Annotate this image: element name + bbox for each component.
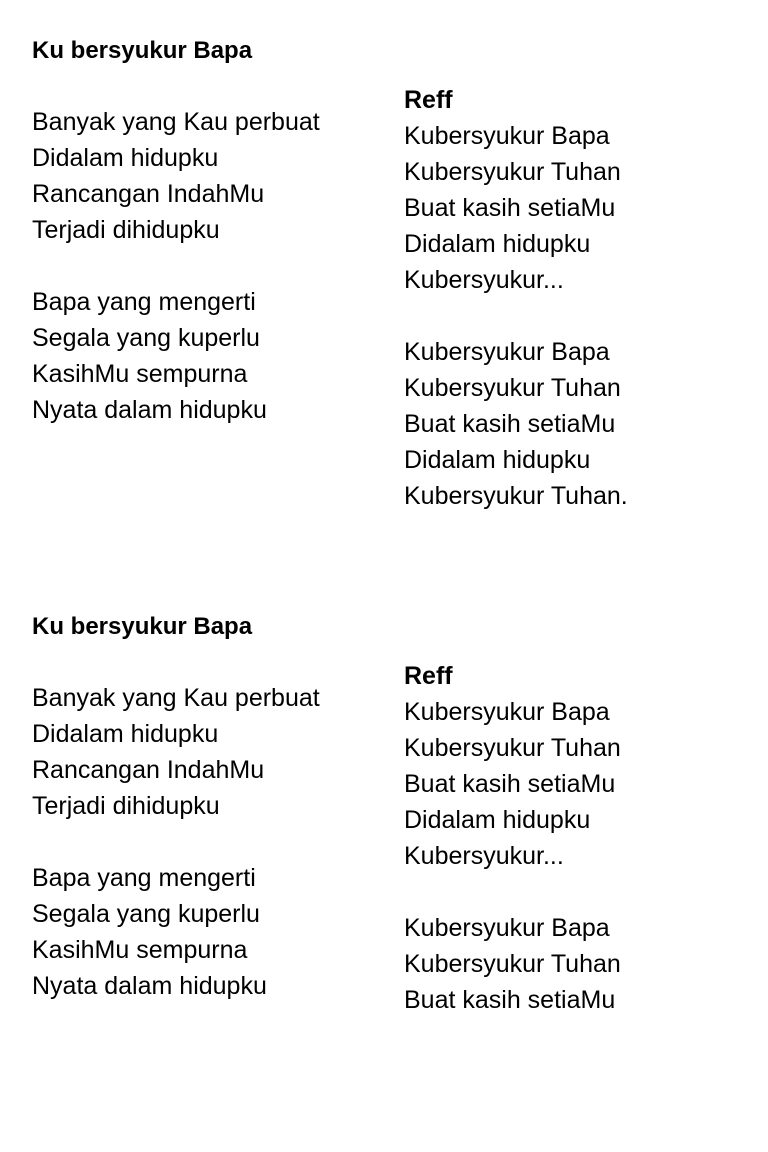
lyric-line: Didalam hidupku bbox=[32, 720, 219, 748]
lyric-line: Buat kasih setiaMu bbox=[404, 770, 616, 798]
lyric-line: Kubersyukur Tuhan bbox=[404, 158, 621, 186]
verse-2 bbox=[32, 860, 320, 1004]
lyric-line: Kubersyukur Tuhan bbox=[404, 374, 621, 402]
reff-stanza-1 bbox=[404, 694, 621, 874]
lyric-line: Didalam hidupku bbox=[404, 446, 591, 474]
lyric-line: Nyata dalam hidupku bbox=[32, 972, 267, 1000]
lyric-line: Buat kasih setiaMu bbox=[404, 194, 616, 222]
reff-stanza-2 bbox=[404, 334, 628, 514]
lyric-line: Kubersyukur Tuhan. bbox=[404, 482, 628, 510]
verse-2 bbox=[32, 284, 320, 428]
reff-column bbox=[404, 658, 621, 1054]
lyric-line: Segala yang kuperlu bbox=[32, 900, 260, 928]
lyric-line: KasihMu sempurna bbox=[32, 936, 248, 964]
lyric-line: Didalam hidupku bbox=[32, 144, 219, 172]
lyric-line: Rancangan IndahMu bbox=[32, 180, 265, 208]
lyric-line: Kubersyukur Bapa bbox=[404, 122, 610, 150]
lyric-line: Terjadi dihidupku bbox=[32, 216, 220, 244]
reff-stanza-1 bbox=[404, 118, 628, 298]
lyric-line: Bapa yang mengerti bbox=[32, 864, 256, 892]
lyric-line: Buat kasih setiaMu bbox=[404, 410, 616, 438]
lyrics-section-2 bbox=[0, 576, 768, 1152]
lyric-line: Segala yang kuperlu bbox=[32, 324, 260, 352]
lyric-line: Banyak yang Kau perbuat bbox=[32, 684, 320, 712]
reff-heading: Reff bbox=[404, 662, 453, 690]
lyric-line: Rancangan IndahMu bbox=[32, 756, 265, 784]
lyric-line: Buat kasih setiaMu bbox=[404, 986, 616, 1014]
lyric-line: Didalam hidupku bbox=[404, 806, 591, 834]
lyric-line: Didalam hidupku bbox=[404, 230, 591, 258]
reff-heading: Reff bbox=[404, 86, 453, 114]
lyric-line: Kubersyukur Bapa bbox=[404, 698, 610, 726]
verse-1 bbox=[32, 104, 320, 248]
verses-column bbox=[32, 104, 320, 464]
lyric-line: Nyata dalam hidupku bbox=[32, 396, 267, 424]
lyric-line: Kubersyukur... bbox=[404, 842, 564, 870]
lyric-line: Kubersyukur Tuhan bbox=[404, 950, 621, 978]
lyric-line: Kubersyukur Bapa bbox=[404, 338, 610, 366]
lyric-line: Banyak yang Kau perbuat bbox=[32, 108, 320, 136]
verse-1 bbox=[32, 680, 320, 824]
lyric-line: Kubersyukur Bapa bbox=[404, 914, 610, 942]
song-title: Ku bersyukur Bapa bbox=[32, 37, 253, 64]
reff-stanza-2 bbox=[404, 910, 621, 1018]
verses-column bbox=[32, 680, 320, 1040]
lyric-line: Kubersyukur... bbox=[404, 266, 564, 294]
lyric-line: Bapa yang mengerti bbox=[32, 288, 256, 316]
reff-column bbox=[404, 82, 628, 550]
lyric-line: Terjadi dihidupku bbox=[32, 792, 220, 820]
lyric-line: KasihMu sempurna bbox=[32, 360, 248, 388]
song-title: Ku bersyukur Bapa bbox=[32, 613, 253, 640]
lyric-line: Kubersyukur Tuhan bbox=[404, 734, 621, 762]
